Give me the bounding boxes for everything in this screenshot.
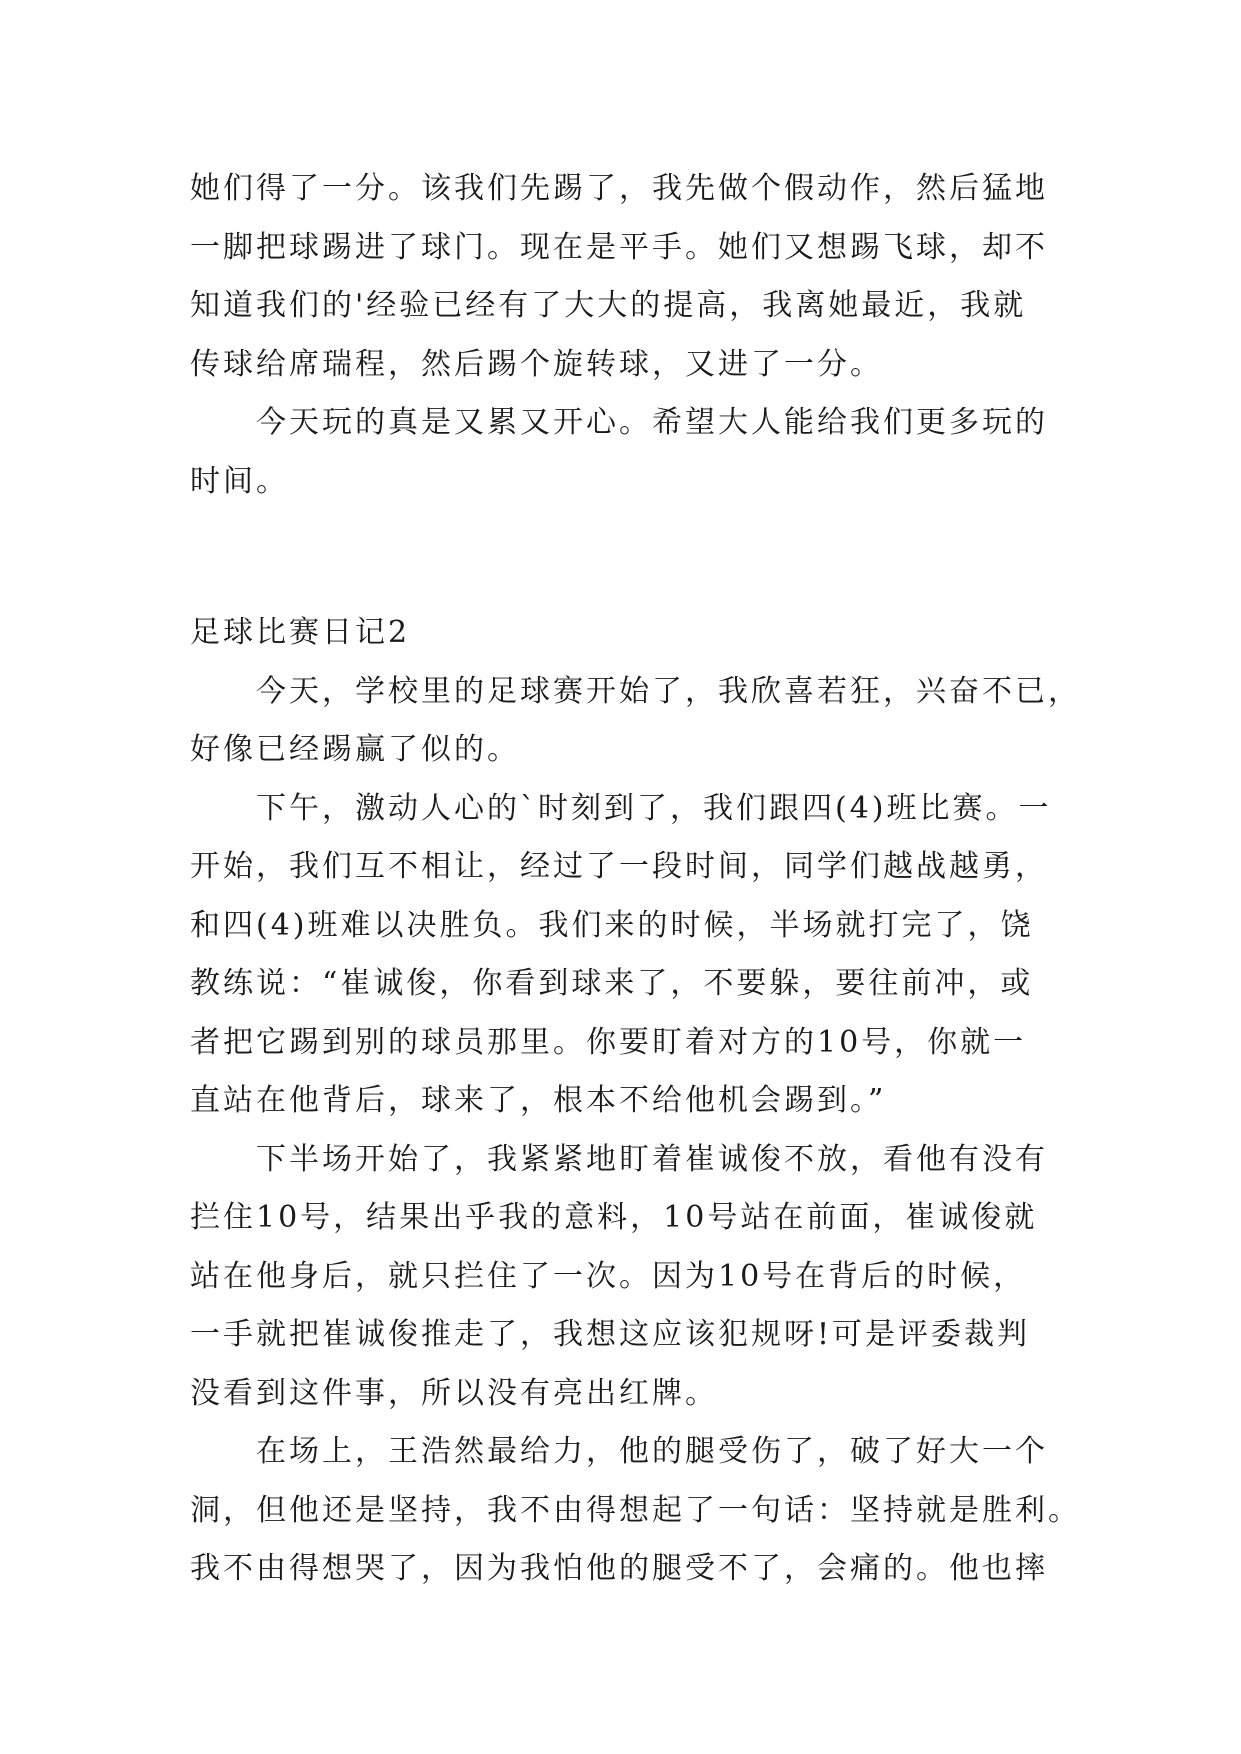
text-line: 下午，激动人心的`时刻到了，我们跟四(4)班比赛。一 xyxy=(256,790,1052,826)
section-spacer xyxy=(190,511,1050,604)
text-line: 直站在他背后，球来了，根本不给他机会踢到。” xyxy=(190,1083,887,1118)
text-line: 一脚把球踢进了球门。现在是平手。她们又想踢飞球，却不 xyxy=(190,229,1048,265)
text-line: 下半场开始了，我紧紧地盯着崔诚俊不放，看他有没有 xyxy=(256,1141,1048,1177)
section-title: 足球比赛日记2 xyxy=(190,615,411,650)
text-line: 知道我们的'经验已经有了大大的提高，我离她最近，我就 xyxy=(190,288,1027,323)
text-line: 和四(4)班难以决胜负。我们来的时候，半场就打完了，饶 xyxy=(190,907,1034,943)
text-line: 洞，但他还是坚持，我不由得想起了一句话：坚持就是胜利。 xyxy=(190,1492,1081,1528)
text-line: 她们得了一分。该我们先踢了，我先做个假动作，然后猛地 xyxy=(190,171,1048,206)
text-line: 者把它踢到别的球员那里。你要盯着对方的10号，你就一 xyxy=(190,1024,1027,1060)
text-line: 开始，我们互不相让，经过了一段时间，同学们越战越勇， xyxy=(190,849,1048,884)
text-line: 没看到这件事，所以没有亮出红牌。 xyxy=(190,1375,718,1411)
document-page xyxy=(190,160,1081,1599)
paragraph xyxy=(190,780,1050,1131)
text-line: 今天玩的真是又累又开心。希望大人能给我们更多玩的 xyxy=(256,405,1048,440)
text-line: 在场上，王浩然最给力，他的腿受伤了，破了好大一个 xyxy=(256,1434,1048,1469)
paragraph xyxy=(190,663,1081,780)
text-line: 一手就把崔诚俊推走了，我想这应该犯规呀!可是评委裁判 xyxy=(190,1317,1031,1352)
paragraph xyxy=(190,394,1050,511)
text-line: 教练说：“崔诚俊，你看到球来了，不要躲，要往前冲，或 xyxy=(190,966,1034,1001)
paragraph xyxy=(190,1423,1081,1599)
text-line: 时间。 xyxy=(190,463,289,499)
text-line: 拦住10号，结果出乎我的意料，10号站在前面，崔诚俊就 xyxy=(190,1200,1038,1235)
text-line: 传球给席瑞程，然后踢个旋转球，又进了一分。 xyxy=(190,346,883,382)
paragraph xyxy=(190,1131,1050,1424)
text-line: 我不由得想哭了，因为我怕他的腿受不了，会痛的。他也摔 xyxy=(190,1551,1048,1586)
text-line: 今天，学校里的足球赛开始了，我欣喜若狂，兴奋不已， xyxy=(256,673,1081,709)
text-line: 好像已经踢赢了似的。 xyxy=(190,732,520,767)
paragraph xyxy=(190,160,1050,394)
text-line: 站在他身后，就只拦住了一次。因为10号在背后的时候， xyxy=(190,1258,1027,1294)
